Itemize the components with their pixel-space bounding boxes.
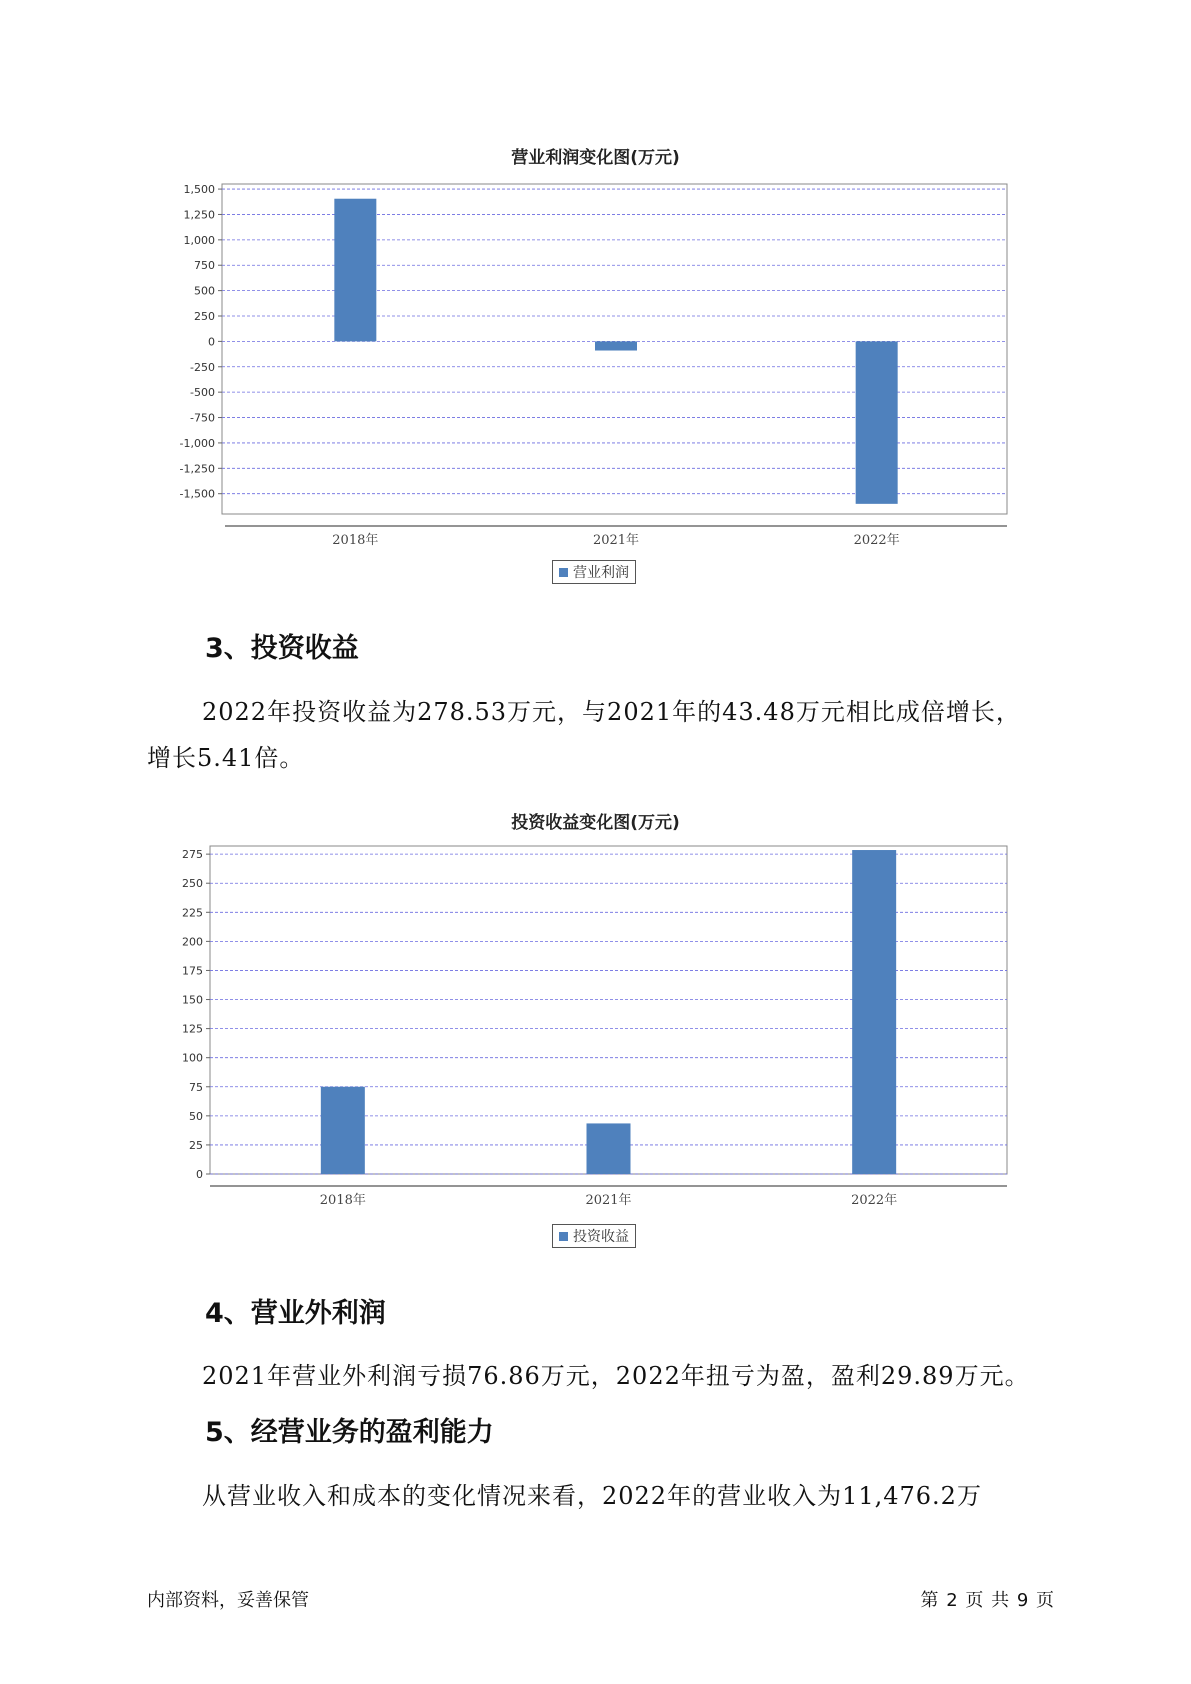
footer-confidential-note: 内部资料，妥善保管 xyxy=(147,1590,309,1611)
y-tick-label: 125 xyxy=(182,1022,203,1036)
section3-heading: 3、投资收益 xyxy=(205,633,359,664)
chart2-legend xyxy=(552,1224,636,1248)
chart1-title: 营业利润变化图(万元) xyxy=(511,148,680,168)
y-tick-label: -1,500 xyxy=(179,487,215,501)
chart2-title: 投资收益变化图(万元) xyxy=(511,813,680,833)
y-tick-label: -500 xyxy=(190,386,215,400)
y-tick-label: 225 xyxy=(182,906,203,920)
section3-paragraph-line1: 2022年投资收益为278.53万元，与2021年的43.48万元相比成倍增长， xyxy=(202,698,1021,726)
y-tick-label: 500 xyxy=(194,284,215,298)
x-tick-label: 2021年 xyxy=(592,533,640,548)
y-tick-label: -1,250 xyxy=(179,462,215,476)
y-tick-label: 100 xyxy=(182,1051,203,1065)
x-tick-label: 2021年 xyxy=(585,1193,632,1208)
y-tick-label: 250 xyxy=(194,310,215,323)
y-tick-label: 200 xyxy=(182,935,203,949)
y-tick-label: -750 xyxy=(190,411,215,425)
y-tick-label: 275 xyxy=(182,848,203,862)
x-tick-label: 2022年 xyxy=(853,533,900,548)
x-tick-label: 2018年 xyxy=(319,1193,366,1208)
y-tick-label: 75 xyxy=(189,1080,203,1094)
y-tick-label: -250 xyxy=(190,360,215,374)
x-tick-label: 2018年 xyxy=(332,533,379,548)
y-tick-label: 0 xyxy=(208,335,215,349)
bar-2018年 xyxy=(321,1087,365,1174)
y-tick-label: 50 xyxy=(189,1109,203,1123)
y-tick-label: 150 xyxy=(182,993,203,1007)
section4-heading: 4、营业外利润 xyxy=(205,1298,386,1329)
chart1-legend-label: 营业利润 xyxy=(573,565,629,581)
legend-swatch-icon xyxy=(559,1232,568,1241)
section5-heading: 5、经营业务的盈利能力 xyxy=(205,1417,494,1448)
x-tick-label: 2022年 xyxy=(851,1193,898,1208)
section3-paragraph-line2: 增长5.41倍。 xyxy=(147,744,305,772)
y-tick-label: 25 xyxy=(189,1138,203,1152)
y-tick-label: 750 xyxy=(194,259,215,273)
y-tick-label: -1,000 xyxy=(179,436,215,450)
y-tick-label: 0 xyxy=(196,1168,203,1181)
bar-2022年 xyxy=(852,850,896,1174)
y-tick-label: 1,000 xyxy=(183,233,215,247)
y-tick-label: 1,250 xyxy=(183,208,215,222)
chart2-legend-label: 投资收益 xyxy=(573,1229,629,1245)
footer-page-number: 第 2 页 共 9 页 xyxy=(920,1590,1055,1611)
y-tick-label: 1,500 xyxy=(183,183,215,197)
y-tick-label: 175 xyxy=(182,964,203,978)
bar-2021年 xyxy=(587,1123,631,1174)
section4-paragraph-line1: 2021年营业外利润亏损76.86万元，2022年扭亏为盈，盈利29.89万元。 xyxy=(202,1362,1030,1390)
y-tick-label: 250 xyxy=(182,877,203,891)
section5-paragraph-line1: 从营业收入和成本的变化情况来看，2022年的营业收入为11,476.2万 xyxy=(202,1482,982,1510)
